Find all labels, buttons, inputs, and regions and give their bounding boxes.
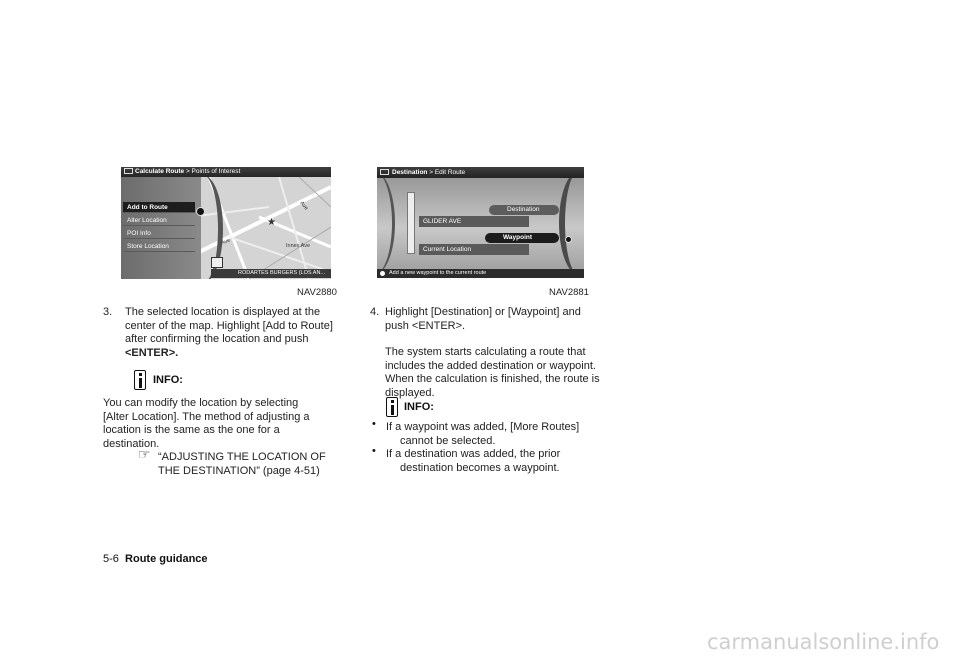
info-line: You can modify the location by selecting	[103, 397, 299, 409]
watermark: carmanualsonline.info	[707, 630, 940, 654]
route-row-glider-ave[interactable]: GLIDER AVE	[419, 216, 529, 227]
nav-screenshot-right	[377, 167, 584, 278]
info-icon	[380, 271, 385, 276]
bullet-line: destination becomes a waypoint.	[400, 461, 560, 474]
hint-bar	[377, 269, 584, 278]
bullet-icon: •	[372, 445, 376, 457]
location-star-icon: ★	[267, 217, 276, 228]
info-line: location is the same as the one for a	[103, 424, 280, 436]
paragraph-line: When the calculation is finished, the route is	[385, 373, 600, 385]
info-icon	[134, 370, 146, 390]
road-label: Ave	[220, 237, 232, 247]
road-label: Innes Ave	[286, 243, 311, 249]
step-number: 3.	[103, 306, 113, 318]
info-bullet-2	[386, 448, 611, 475]
step-line: center of the map. Highlight [Add to Route]	[125, 319, 333, 332]
reference-line: THE DESTINATION” (page 4-51)	[158, 464, 320, 477]
header-title: Calculate Route	[135, 168, 185, 175]
info-paragraph	[103, 397, 353, 451]
reference-line: “ADJUSTING THE LOCATION OF	[158, 451, 326, 463]
step-line: Highlight [Destination] or [Waypoint] and	[385, 306, 581, 318]
step-line: <ENTER>.	[125, 346, 179, 359]
route-rail	[407, 192, 415, 254]
cross-reference	[158, 451, 326, 478]
dial-knob-icon	[565, 236, 572, 243]
header-breadcrumb: > Points of Interest	[185, 168, 241, 175]
figure-caption: NAV2880	[297, 287, 337, 298]
scroll-dial[interactable]	[559, 171, 584, 275]
header-breadcrumb: > Edit Route	[429, 169, 466, 176]
menu-item-store-location[interactable]: Store Location	[123, 241, 195, 252]
bullet-icon: •	[372, 418, 376, 430]
hint-text: Add a new waypoint to the current route	[389, 270, 487, 276]
menu-item-add-to-route[interactable]: Add to Route	[123, 202, 195, 213]
step-3	[103, 306, 353, 360]
destination-label: Destination	[507, 206, 540, 213]
road-label: Ave	[298, 200, 310, 212]
paragraph-line: displayed.	[385, 386, 435, 399]
info-bullet-1	[386, 421, 611, 448]
menu-item-alter-location[interactable]: Alter Location	[123, 215, 195, 226]
figure-caption: NAV2881	[549, 287, 589, 298]
step-line: after confirming the location and push	[125, 333, 309, 345]
menu-item-poi-info[interactable]: POI Info	[123, 228, 195, 239]
nav-screenshot-left	[121, 167, 331, 279]
header-title: Destination	[392, 169, 428, 176]
section-title: Route guidance	[125, 553, 208, 565]
result-paragraph	[385, 346, 610, 400]
info-heading: INFO:	[153, 374, 183, 386]
bullet-line: If a destination was added, the prior	[386, 448, 561, 460]
add-waypoint-button[interactable]	[485, 233, 559, 243]
step-number: 4.	[370, 306, 380, 318]
screen-header	[377, 167, 584, 178]
step-line: The selected location is displayed at the	[125, 306, 321, 318]
bullet-line: If a waypoint was added, [More Routes]	[386, 421, 580, 433]
page-number: 5-6	[103, 553, 119, 565]
add-destination-button[interactable]	[489, 205, 559, 215]
paragraph-line: The system starts calculating a route that	[385, 346, 586, 358]
route-icon	[124, 168, 133, 174]
dial-knob-icon	[196, 207, 205, 216]
info-line: destination.	[103, 437, 160, 450]
flag-icon	[380, 169, 389, 175]
left-dial	[377, 171, 395, 275]
paragraph-line: includes the added destination or waypoint.	[385, 359, 596, 372]
route-row-current-location[interactable]: Current Location	[419, 244, 529, 255]
bullet-line: cannot be selected.	[400, 434, 496, 447]
waypoint-label: Waypoint	[503, 234, 533, 241]
location-name-bar: RODARTES BURGERS (LOS AN...	[211, 269, 331, 278]
page-footer	[103, 553, 208, 565]
info-icon	[386, 397, 398, 417]
poi-marker-icon	[211, 257, 223, 268]
reference-hand-icon: ☞	[138, 446, 151, 462]
step-line: push <ENTER>.	[385, 319, 466, 332]
screen-header	[121, 167, 331, 177]
info-line: [Alter Location]. The method of adjusting a	[103, 410, 310, 423]
info-heading: INFO:	[404, 401, 434, 413]
step-4	[370, 306, 610, 334]
